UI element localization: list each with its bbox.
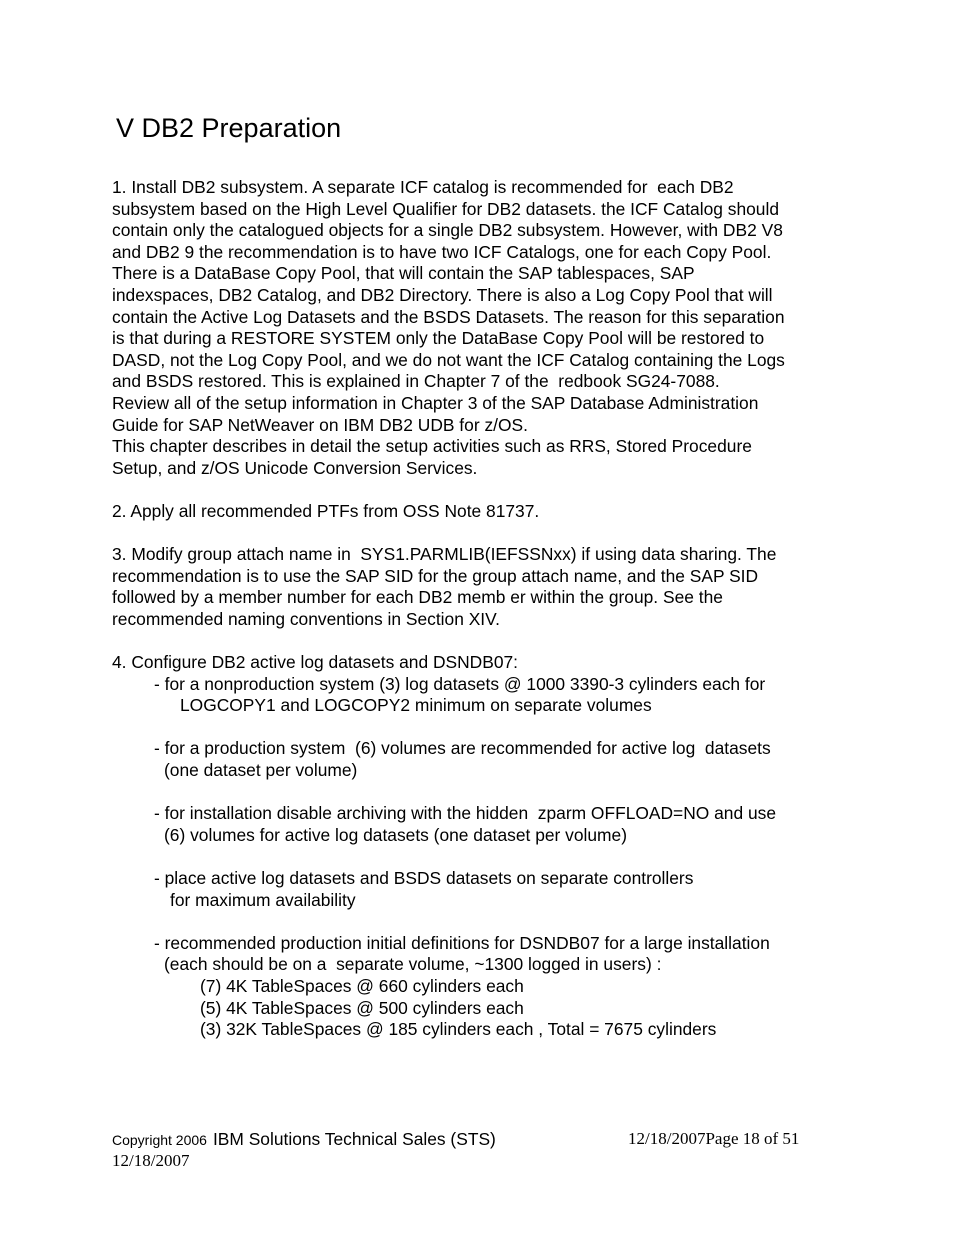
spacer: [112, 479, 852, 501]
paragraph-line: There is a DataBase Copy Pool, that will contain the SAP tablespaces, SAP: [112, 263, 695, 284]
paragraph-line: 3. Modify group attach name in SYS1.PARMLIB(IEFSSNxx) if using data sharing. The: [112, 544, 777, 565]
paragraph-line: 1. Install DB2 subsystem. A separate ICF catalog is recommended for each DB2: [112, 177, 734, 197]
paragraph-line: indexspaces, DB2 Catalog, and DB2 Directory. There is also a Log Copy Pool that will: [112, 284, 773, 305]
paragraph-line: contain the Active Log Datasets and the BSDS Datasets. The reason for this separation: [112, 306, 785, 327]
bullet-continuation: (6) volumes for active log datasets (one dataset per volume): [164, 824, 628, 845]
paragraph-line: This chapter describes in detail the setup activities such as RRS, Stored Procedure: [112, 436, 752, 457]
spacer: [112, 782, 852, 804]
bullet-continuation: LOGCOPY1 and LOGCOPY2 minimum on separate volumes: [180, 695, 652, 716]
footer-page-number: 12/18/2007Page 18 of 51: [628, 1129, 800, 1148]
bullet-line: - recommended production initial definitions for DSNDB07 for a large installation: [154, 932, 770, 953]
bullet-line: - for a production system (6) volumes are recommended for active log datasets: [154, 738, 771, 759]
paragraph-line: subsystem based on the High Level Qualifier for DB2 datasets. the ICF Catalog should: [112, 198, 780, 219]
paragraph-line: contain only the catalogued objects for a single DB2 subsystem. However, with DB2 V8: [112, 220, 783, 241]
paragraph-line: recommended naming conventions in Section XIV.: [112, 608, 500, 629]
bullet-continuation: for maximum availability: [170, 889, 356, 910]
paragraph-line: Review all of the setup information in Chapter 3 of the SAP Database Administration: [112, 392, 759, 413]
footer-date: 12/18/2007: [112, 1151, 190, 1170]
paragraph-line: DASD, not the Log Copy Pool, and we do not want the ICF Catalog containing the Logs: [112, 349, 785, 370]
spacer: [112, 717, 852, 739]
bullet-line: - place active log datasets and BSDS datasets on separate controllers: [154, 868, 694, 888]
bullet-continuation: (each should be on a separate volume, ~1300 logged in users) :: [164, 954, 662, 975]
footer-copyright: Copyright 2006: [112, 1132, 207, 1148]
spacer: [112, 630, 852, 652]
paragraph-line: 4. Configure DB2 active log datasets and DSNDB07:: [112, 652, 519, 673]
sub-item-line: (7) 4K TableSpaces @ 660 cylinders each: [200, 975, 524, 996]
bullet-continuation: (one dataset per volume): [164, 760, 358, 781]
bullet-line: - for a nonproduction system (3) log datasets @ 1000 3390-3 cylinders each for: [154, 673, 766, 694]
spacer: [112, 846, 852, 868]
body-text: [112, 177, 852, 1041]
paragraph-line: and BSDS restored. This is explained in Chapter 7 of the redbook SG24-7088.: [112, 371, 720, 392]
spacer: [112, 523, 852, 545]
spacer: [112, 911, 852, 933]
paragraph-line: followed by a member number for each DB2 memb er within the group. See the: [112, 587, 723, 608]
sub-item-line: (5) 4K TableSpaces @ 500 cylinders each: [200, 997, 524, 1018]
footer-organization: IBM Solutions Technical Sales (STS): [212, 1129, 496, 1149]
bullet-line: - for installation disable archiving with the hidden zparm OFFLOAD=NO and use: [154, 803, 777, 824]
paragraph-line: Guide for SAP NetWeaver on IBM DB2 UDB for z/OS.: [112, 414, 528, 435]
section-heading: V DB2 Preparation: [116, 113, 342, 143]
paragraph-line: Setup, and z/OS Unicode Conversion Services.: [112, 457, 478, 478]
paragraph-line: is that during a RESTORE SYSTEM only the DataBase Copy Pool will be restored to: [112, 328, 765, 349]
paragraph-line: and DB2 9 the recommendation is to have two ICF Catalogs, one for each Copy Pool.: [112, 241, 772, 262]
sub-item-line: (3) 32K TableSpaces @ 185 cylinders each , Total = 7675 cylinders: [200, 1019, 717, 1040]
paragraph-line: recommendation is to use the SAP SID for the group attach name, and the SAP SID: [112, 565, 759, 586]
paragraph-line: 2. Apply all recommended PTFs from OSS Note 81737.: [112, 500, 540, 521]
footer-left: [112, 1129, 496, 1150]
